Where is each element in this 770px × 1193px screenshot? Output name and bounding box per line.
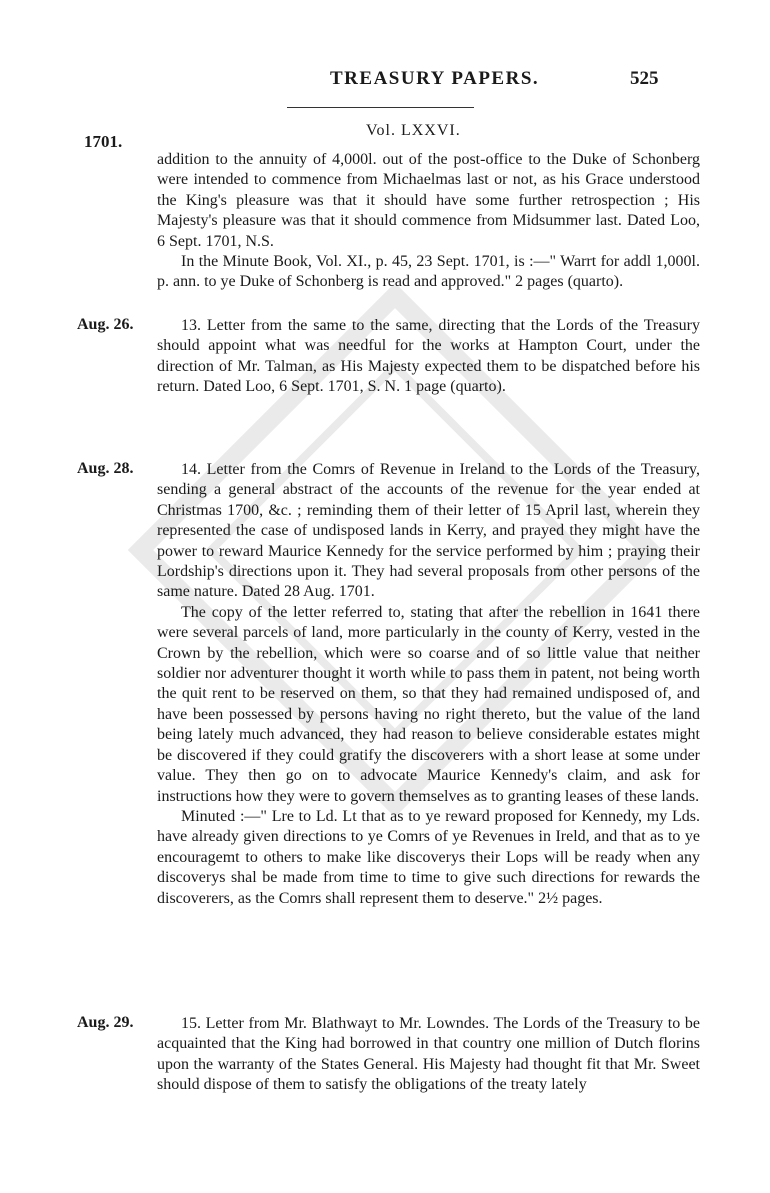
paragraph: In the Minute Book, Vol. XI., p. 45, 23 Sept. 1701, is :—" Warrt for addl 1,000l. p. ann. to ye Duke of Schonberg is read and approved." 2 pages (quarto). xyxy=(157,253,700,291)
paragraph: 15. Letter from Mr. Blathwayt to Mr. Lowndes. The Lords of the Treasury to be acquainted that the King had borrowed in that country one million of Dutch florins upon the warranty of the States General. His Majesty had thought fit that Mr. Sweet should dispose of them to satisfy the obligations of the treaty lately xyxy=(157,1015,700,1094)
header-rule xyxy=(287,107,474,108)
entry-14 xyxy=(157,460,700,909)
paragraph: 13. Letter from the same to the same, directing that the Lords of the Treasury should appoint what was needful for the works at Hampton Court, under the direction of Mr. Talman, as His Majesty expected them to be dispatched before his return. Dated Loo, 6 Sept. 1701, S. N. 1 page (quarto). xyxy=(157,317,700,396)
year-label: 1701. xyxy=(84,132,123,151)
entry-date: Aug. 29. xyxy=(77,1014,134,1031)
paragraph: The copy of the letter referred to, stating that after the rebellion in 1641 there were several parcels of land, more particularly in the county of Kerry, vested in the Crown by the rebellion, which were so coarse and of so little value that neither soldier nor adventurer thought it worth while to pass them in patent, not being worth the quit rent to be reserved on them, so that they had remained undisposed of, and have been possessed by persons having no right thereto, but the value of the land being lately much advanced, they had reason to believe considerable estates might be discovered if they could gratify the discoverers with a short lease at some under value. They then go on to advocate Maurice Kennedy's claim, and ask for instructions how they were to govern themselves as to granting leases of these lands. xyxy=(157,603,700,805)
entry-date: Aug. 26. xyxy=(77,316,134,333)
page-number: 525 xyxy=(630,68,659,89)
volume-heading: Vol. LXXVI. xyxy=(366,122,461,139)
entry-15 xyxy=(157,1014,700,1096)
entry-continuation xyxy=(157,150,700,293)
running-title: TREASURY PAPERS. xyxy=(330,68,540,89)
paragraph: Minuted :—" Lre to Ld. Lt that as to ye reward proposed for Kennedy, my Lds. have already given directions to ye Comrs of ye Revenues in Ireld, and that as to ye encouragemt to others to make like discoverys their Lops will be ready when any discoverys shal be made from time to time to give such directions for rewards the discoverers, as the Comrs shall represent them to deserve." 2½ pages. xyxy=(157,807,700,907)
entry-date: Aug. 28. xyxy=(77,460,134,477)
entry-13 xyxy=(157,316,700,398)
paragraph: 14. Letter from the Comrs of Revenue in Ireland to the Lords of the Treasury, sending a general abstract of the accounts of the revenue for the year ended at Christmas 1700, &c. ; reminding them of their letter of 15 April last, wherein they represented the case of undisposed lands in Kerry, and prayed they might have the power to reward Maurice Kennedy for the service performed by him ; praying their Lordship's directions upon it. They had several proposals from other persons of the same nature. Dated 28 Aug. 1701. xyxy=(157,461,700,601)
paragraph: addition to the annuity of 4,000l. out of the post-office to the Duke of Schonberg were intended to commence from Michaelmas last or not, as his Grace understood the King's pleasure was that it should have some further retrospection ; His Majesty's pleasure was that it should commence from Midsummer last. Dated Loo, 6 Sept. 1701, N.S. xyxy=(157,151,700,250)
